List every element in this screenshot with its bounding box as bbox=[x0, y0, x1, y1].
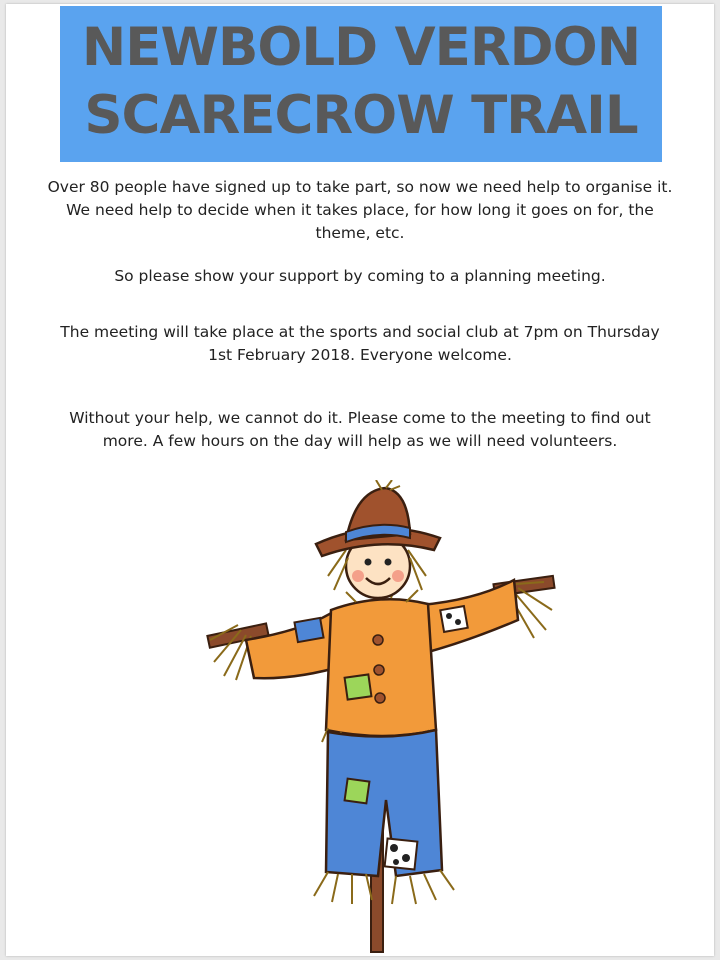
intro-paragraph: Over 80 people have signed up to take part, so now we need help to organise it. We need help to decide when it takes place, for how long it goes on for, the theme, etc. bbox=[47, 178, 673, 242]
title-line-2: SCARECROW TRAIL bbox=[84, 85, 638, 146]
button-3 bbox=[375, 693, 385, 703]
volunteers-paragraph: Without your help, we cannot do it. Please come to the meeting to find out more. A few hours on the day will help as we will need volunteers. bbox=[69, 409, 651, 450]
trouser-patch-spotted bbox=[385, 839, 418, 870]
title-line-1: NEWBOLD VERDON bbox=[81, 17, 641, 78]
right-eye bbox=[385, 559, 392, 566]
support-paragraph: So please show your support by coming to a planning meeting. bbox=[114, 267, 606, 285]
shirt-patch-green bbox=[345, 674, 372, 699]
right-sleeve bbox=[421, 580, 518, 652]
left-cheek bbox=[352, 570, 364, 582]
title-banner bbox=[60, 6, 662, 162]
trouser-patch-green bbox=[345, 779, 370, 804]
right-cheek bbox=[392, 570, 404, 582]
button-2 bbox=[374, 665, 384, 675]
meeting-details-paragraph: The meeting will take place at the sports and social club at 7pm on Thursday 1st February 2018. Everyone welcome. bbox=[60, 323, 660, 364]
poster-page bbox=[6, 4, 714, 956]
left-sleeve-patch bbox=[294, 618, 323, 642]
scarecrow-illustration bbox=[196, 480, 566, 954]
button-1 bbox=[373, 635, 383, 645]
right-sleeve-patch bbox=[440, 606, 467, 632]
left-eye bbox=[365, 559, 372, 566]
